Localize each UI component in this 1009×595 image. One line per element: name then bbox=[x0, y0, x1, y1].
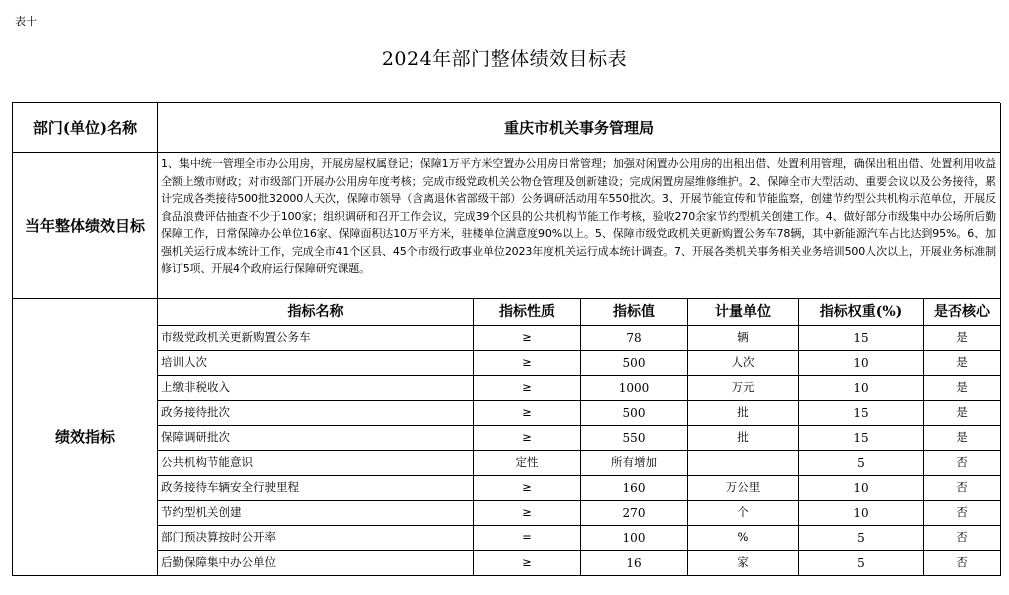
row-weight: 15 bbox=[799, 326, 924, 351]
row-unit bbox=[688, 451, 799, 476]
header-value: 指标值 bbox=[581, 299, 688, 326]
row-unit: 万元 bbox=[688, 376, 799, 401]
row-nature: ≥ bbox=[474, 326, 581, 351]
row-value: 500 bbox=[581, 351, 688, 376]
row-weight: 10 bbox=[799, 501, 924, 526]
row-value: 160 bbox=[581, 476, 688, 501]
row-value: 1000 bbox=[581, 376, 688, 401]
row-name: 保障调研批次 bbox=[158, 426, 474, 451]
row-nature: ≥ bbox=[474, 376, 581, 401]
row-unit: 辆 bbox=[688, 326, 799, 351]
row-unit: 批 bbox=[688, 426, 799, 451]
row-nature: ≥ bbox=[474, 351, 581, 376]
row-nature: ≥ bbox=[474, 501, 581, 526]
row-core: 否 bbox=[924, 501, 1001, 526]
row-nature: 定性 bbox=[474, 451, 581, 476]
page-title: 2024年部门整体绩效目标表 bbox=[381, 48, 628, 70]
row-unit: 万公里 bbox=[688, 476, 799, 501]
row-nature: = bbox=[474, 526, 581, 551]
row-weight: 5 bbox=[799, 451, 924, 476]
row-weight: 5 bbox=[799, 526, 924, 551]
row-weight: 15 bbox=[799, 426, 924, 451]
row-value: 500 bbox=[581, 401, 688, 426]
row-core: 是 bbox=[924, 351, 1001, 376]
row-core: 否 bbox=[924, 476, 1001, 501]
row-weight: 10 bbox=[799, 376, 924, 401]
objective-text: 1、集中统一管理全市办公用房，开展房屋权属登记；保障1万平方米空置办公用房日常管理；加强对闲置办公用房的出租出借、处置利用管理，确保出租出借、处置利用收益全额上缴市财政；对市级部门开展办公用房年度考核；完成市级党政机关公物仓管理及创新建设；完成闲置房屋维修维护。2、保障全市大型活动、重要会议以及公务接待，累计完成各类接待500批32000人天次，保障市领导（含离退休省部级干部）公务调研活动用车550批次。3、开展节能宣传和节能监察，创建节约型公共机构示范单位，开展反食品浪费评估抽查不少于100家；组织调研和召开工作会议，完成39个区县的公共机构节能工作考核，验收270余家节约型机关创建工作。4、做好部分市级集中办公场所后勤保障工作，日常保障办公单位16家、保障面积达10万平方米，驻楼单位满意度90%以上。5、保障市级党政机关更新购置公务车78辆，其中新能源汽车占比达到95%。6、加强机关运行成本统计工作，完成全市41个区县、45个市级行政事业单位2023年度机关运行成本统计调查。7、开展各类机关事务相关业务培训500人次以上，开展业务标准制修订5项、开展4个政府运行保障研究课题。 bbox=[158, 153, 1001, 299]
dept-name: 重庆市机关事务管理局 bbox=[158, 103, 1001, 153]
performance-table bbox=[12, 102, 1000, 576]
row-name: 公共机构节能意识 bbox=[158, 451, 474, 476]
row-core: 是 bbox=[924, 401, 1001, 426]
row-core: 否 bbox=[924, 526, 1001, 551]
row-unit: 批 bbox=[688, 401, 799, 426]
row-name: 市级党政机关更新购置公务车 bbox=[158, 326, 474, 351]
header-name: 指标名称 bbox=[158, 299, 474, 326]
row-name: 部门预决算按时公开率 bbox=[158, 526, 474, 551]
objective-label: 当年整体绩效目标 bbox=[13, 153, 158, 299]
header-weight: 指标权重(%) bbox=[799, 299, 924, 326]
row-nature: ≥ bbox=[474, 476, 581, 501]
row-name: 节约型机关创建 bbox=[158, 501, 474, 526]
row-value: 270 bbox=[581, 501, 688, 526]
row-core: 是 bbox=[924, 326, 1001, 351]
row-weight: 10 bbox=[799, 351, 924, 376]
row-unit: 个 bbox=[688, 501, 799, 526]
row-value: 100 bbox=[581, 526, 688, 551]
row-weight: 5 bbox=[799, 551, 924, 576]
row-name: 上缴非税收入 bbox=[158, 376, 474, 401]
row-weight: 10 bbox=[799, 476, 924, 501]
row-core: 是 bbox=[924, 426, 1001, 451]
row-nature: ≥ bbox=[474, 401, 581, 426]
row-weight: 15 bbox=[799, 401, 924, 426]
header-nature: 指标性质 bbox=[474, 299, 581, 326]
dept-label: 部门(单位)名称 bbox=[13, 103, 158, 153]
row-unit: % bbox=[688, 526, 799, 551]
row-unit: 家 bbox=[688, 551, 799, 576]
row-name: 后勤保障集中办公单位 bbox=[158, 551, 474, 576]
row-value: 所有增加 bbox=[581, 451, 688, 476]
row-unit: 人次 bbox=[688, 351, 799, 376]
row-nature: ≥ bbox=[474, 551, 581, 576]
row-nature: ≥ bbox=[474, 426, 581, 451]
doc-label: 表十 bbox=[15, 15, 37, 28]
header-unit: 计量单位 bbox=[688, 299, 799, 326]
row-name: 政务接待批次 bbox=[158, 401, 474, 426]
row-name: 政务接待车辆安全行驶里程 bbox=[158, 476, 474, 501]
row-name: 培训人次 bbox=[158, 351, 474, 376]
indicators-label: 绩效指标 bbox=[13, 299, 158, 576]
header-core: 是否核心 bbox=[924, 299, 1001, 326]
row-value: 16 bbox=[581, 551, 688, 576]
row-value: 550 bbox=[581, 426, 688, 451]
row-value: 78 bbox=[581, 326, 688, 351]
row-core: 否 bbox=[924, 451, 1001, 476]
row-core: 否 bbox=[924, 551, 1001, 576]
row-core: 是 bbox=[924, 376, 1001, 401]
